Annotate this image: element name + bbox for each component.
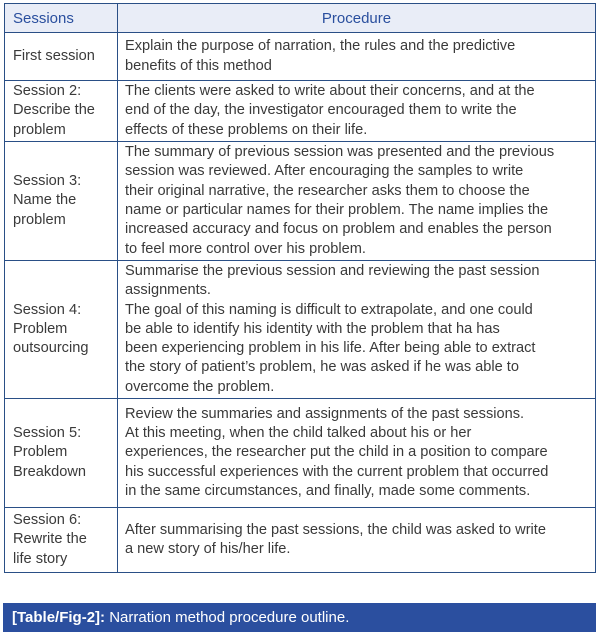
procedure-table-container [4,3,595,573]
procedure-text-line: After summarising the past sessions, the child was asked to write [125,521,546,538]
procedure-text-line: The clients were asked to write about their concerns, and at the [125,83,535,100]
session-name-line: Problem [13,444,68,461]
procedure-cell [118,142,596,261]
session-name-line: Name the [13,192,77,209]
table-row [5,399,596,508]
table-row [5,33,596,81]
table-caption [3,603,596,632]
procedure-text-line: their original narrative, the researcher asks them to choose the [125,182,530,199]
session-name-line: problem [13,121,66,138]
procedure-text-line: Review the summaries and assignments of the past sessions. [125,405,525,422]
procedure-table [4,3,596,573]
session-name-line: Session 4: [13,301,82,318]
procedure-text-line: Summarise the previous session and reviewing the past session [125,262,540,279]
procedure-text-line: be able to identify his identity with the problem that ha has [125,320,500,337]
table-row [5,261,596,399]
procedure-text-line: overcome the problem. [125,378,275,395]
caption-label: [Table/Fig-2]: [12,609,106,626]
procedure-text-line: The summary of previous session was presented and the previous [125,144,555,161]
caption-text: Narration method procedure outline. [109,609,350,626]
session-name-line: First session [13,47,95,64]
table-header-row [5,4,596,33]
procedure-text-line: benefits of this method [125,57,272,74]
procedure-text-line: in the same circumstances, and finally, made some comments. [125,482,531,499]
session-name-line: problem [13,211,66,228]
procedure-cell [118,261,596,399]
session-name-line: Breakdown [13,463,87,480]
session-cell [5,33,118,81]
procedure-text-line: a new story of his/her life. [125,541,291,557]
session-name-line: Session 6: [13,512,82,529]
procedure-text-line: effects of these problems on their life. [125,121,368,138]
session-name-line: Session 5: [13,425,82,442]
session-name-line: life story [13,550,68,567]
procedure-cell [118,508,596,573]
procedure-text-line: to feel more control over his problem. [125,240,366,257]
procedure-text-line: the story of patient’s problem, he was asked if he was able to [125,359,519,376]
column-header-procedure: Procedure [118,4,596,33]
procedure-text-line: name or particular names for their problem. The name implies the [125,202,549,218]
procedure-cell [118,399,596,508]
session-name-line: Session 3: [13,173,82,190]
session-name-line: Problem [13,320,68,337]
procedure-text-line: increased accuracy and focus on problem and enables the person [125,221,552,238]
session-name-line: outsourcing [13,340,89,357]
session-cell [5,261,118,399]
session-name-line: Session 2: [13,83,82,100]
table-row [5,508,596,573]
table-row [5,81,596,142]
table-row [5,142,596,261]
procedure-text-line: At this meeting, when the child talked about his or her [125,425,472,442]
procedure-cell [118,33,596,81]
procedure-text-line: been experiencing problem in his life. After being able to extract [125,340,536,357]
session-cell [5,399,118,508]
session-cell [5,142,118,261]
procedure-text-line: assignments. [125,282,211,299]
session-cell [5,81,118,142]
session-name-line: Describe the [13,102,95,119]
procedure-text-line: experiences, the researcher put the child in a position to compare [125,444,548,461]
column-header-sessions: Sessions [5,4,118,33]
procedure-text-line: his successful experiences with the current problem that occurred [125,463,549,480]
procedure-text-line: end of the day, the investigator encouraged them to write the [125,102,517,119]
session-cell [5,508,118,573]
procedure-text-line: Explain the purpose of narration, the rules and the predictive [125,38,516,55]
session-name-line: Rewrite the [13,531,87,548]
procedure-text-line: The goal of this naming is difficult to extrapolate, and one could [125,301,533,318]
procedure-cell [118,81,596,142]
procedure-text-line: session was reviewed. After encouraging the samples to write [125,163,524,180]
